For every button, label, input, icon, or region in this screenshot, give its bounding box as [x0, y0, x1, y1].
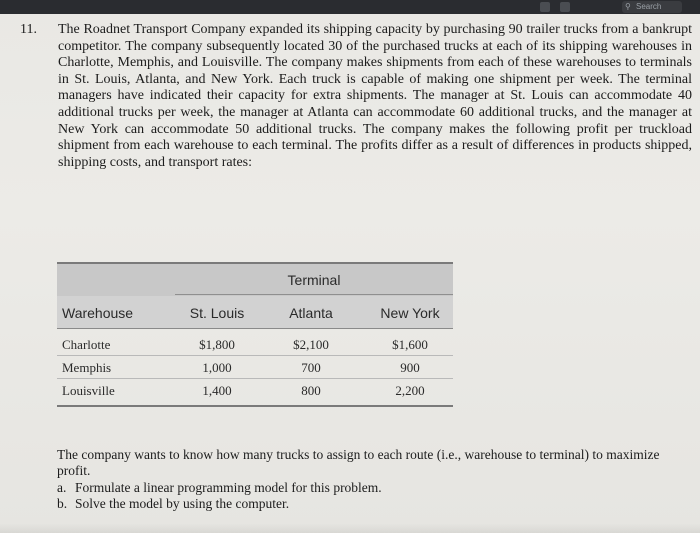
column-header-atlanta: Atlanta: [289, 305, 333, 321]
question-item-b: [57, 496, 693, 512]
terminal-span-rule: [175, 294, 453, 295]
page-shadow: [0, 523, 700, 533]
table-cell: $1,800: [199, 337, 235, 352]
settings-icon[interactable]: [560, 2, 570, 12]
table-cell: $1,600: [392, 337, 428, 352]
problem-number: 11.: [20, 22, 37, 37]
problem-text: The Roadnet Transport Company expanded its shipping capacity by purchasing 90 trailer trucks from a bankrupt competitor. The company subsequently located 30 of the purchased trucks at each of its shipping warehouses in Charlotte, Memphis, and Louisville. The company makes shipments from each of these warehouses to terminals in St. Louis, Atlanta, and New York. Each truck is capable of making one shipment per week. The terminal managers have indicated their capacity for extra shipments. The manager at St. Louis can accommodate 40 additional trucks per week, the manager at Atlanta can accommodate 60 additional trucks, and the manager at New York can accommodate 50 additional trucks. The company makes the following profit per truckload shipment from each warehouse to each terminal. The profits differ as a result of differences in products shipped, shipping costs, and transport rates:: [58, 22, 692, 170]
row-divider: [57, 355, 453, 356]
search-placeholder: Search: [636, 2, 662, 11]
table-cell: 2,200: [395, 383, 425, 398]
table-cell: 800: [301, 383, 321, 398]
item-text: Formulate a linear programming model for this problem.: [75, 479, 382, 495]
app-icon[interactable]: [540, 2, 550, 12]
search-icon: ⚲: [625, 2, 631, 11]
follow-up-text: The company wants to know how many trucks to assign to each route (i.e., warehouse to terminal) to maximize profit.: [57, 447, 660, 479]
table-cell: 1,400: [202, 383, 232, 398]
table-cell: 700: [301, 360, 321, 375]
row-divider: [57, 378, 453, 379]
terminal-header: Terminal: [287, 272, 341, 288]
item-marker: a.: [57, 479, 67, 495]
row-label-charlotte: Charlotte: [62, 337, 111, 352]
question-item-a: [57, 480, 693, 496]
column-header-st-louis: St. Louis: [189, 305, 245, 321]
search-box[interactable]: [622, 1, 682, 13]
column-header-new-york: New York: [380, 305, 440, 321]
table-cell: 1,000: [202, 360, 232, 375]
follow-up-question: [57, 447, 693, 513]
table-bottom-rule: [57, 405, 453, 407]
warehouse-header: Warehouse: [62, 305, 134, 321]
table-cell: 900: [400, 360, 420, 375]
row-label-louisville: Louisville: [62, 383, 115, 398]
top-toolbar: [0, 0, 700, 14]
table-header-rule: [57, 328, 453, 329]
item-text: Solve the model by using the computer.: [75, 496, 290, 512]
problem-statement: [20, 22, 692, 171]
row-label-memphis: Memphis: [62, 360, 112, 375]
table-cell: $2,100: [293, 337, 329, 352]
table-top-rule: [57, 262, 453, 264]
item-marker: b.: [57, 496, 68, 512]
